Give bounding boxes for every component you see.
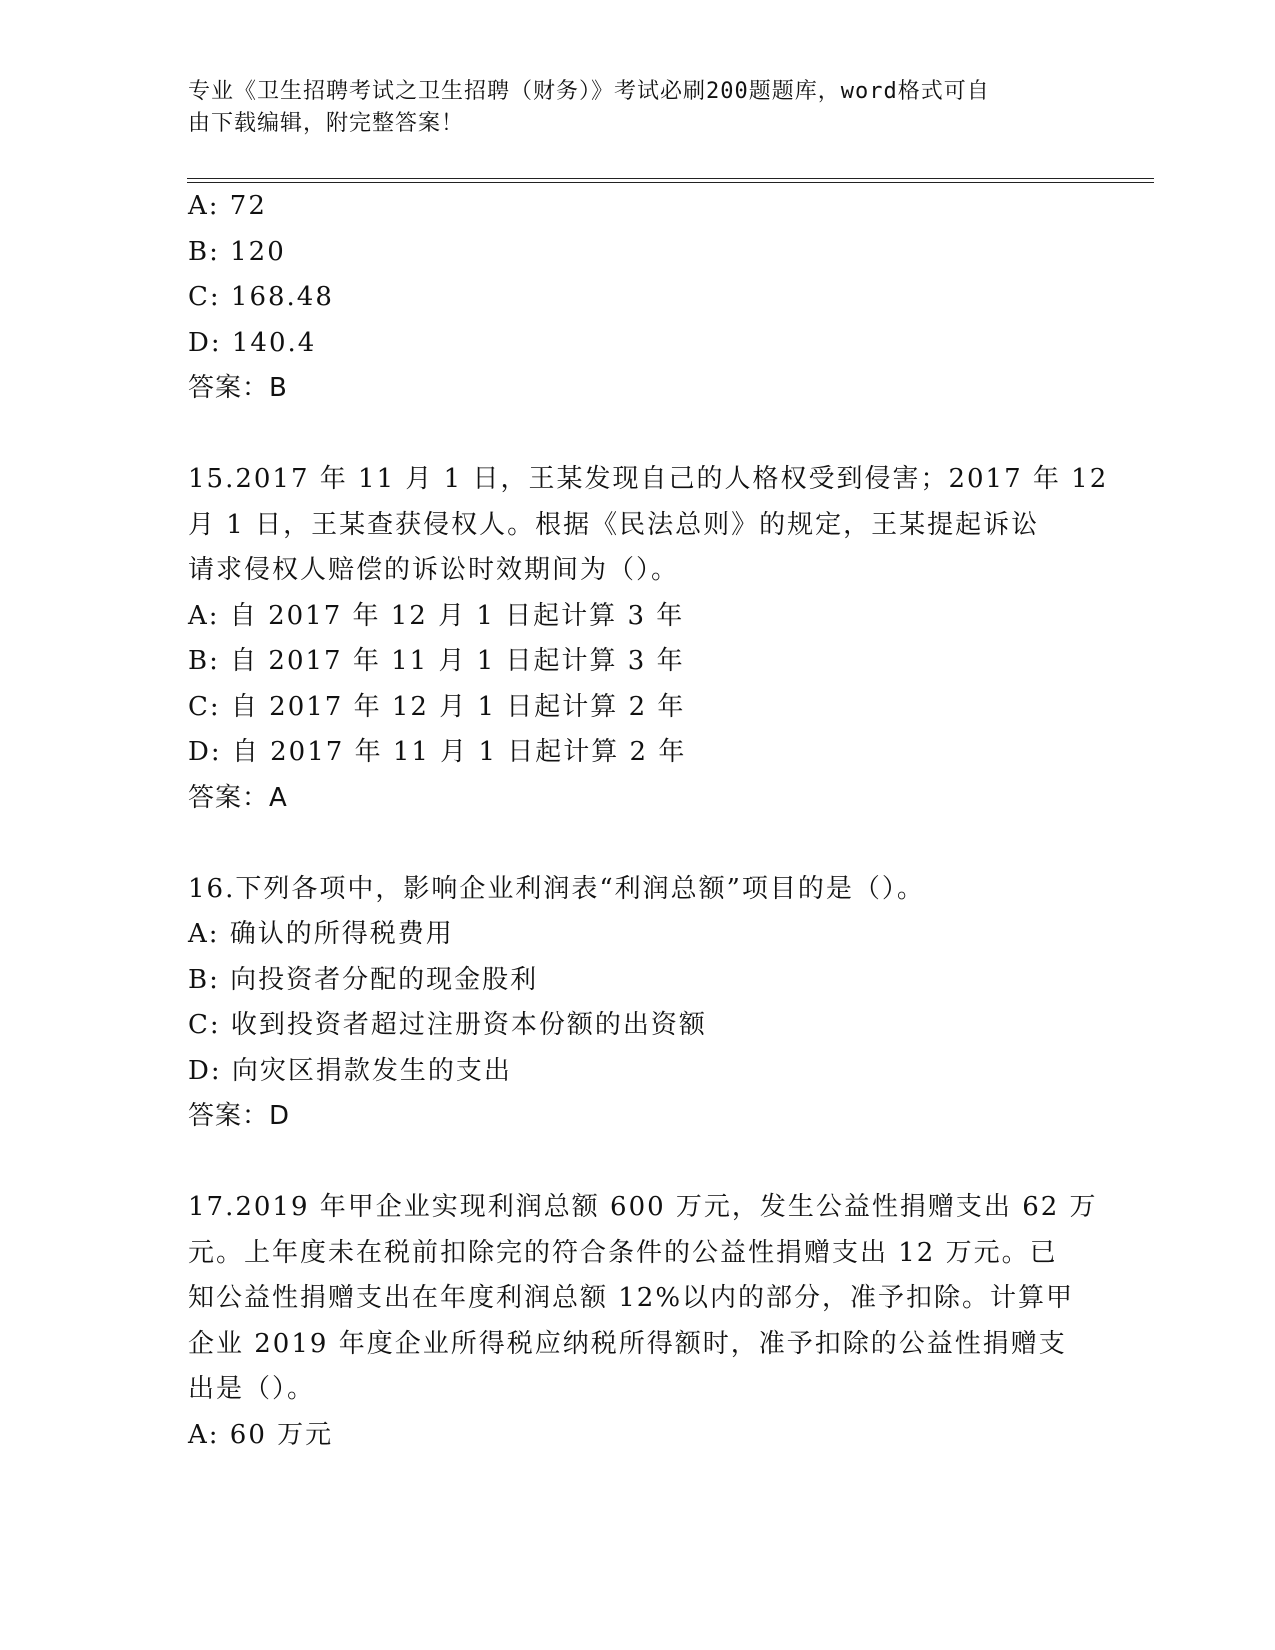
- q15-option-c: C: 自 2017 年 12 月 1 日起计算 2 年: [188, 691, 686, 722]
- q14-option-a: A: 72: [188, 191, 267, 221]
- header-line-2: 由下载编辑，附完整答案！: [188, 111, 465, 136]
- q14-answer: 答案：B: [188, 373, 288, 403]
- q15-option-d: D: 自 2017 年 11 月 1 日起计算 2 年: [188, 737, 687, 767]
- q17-question-line-4: 企业 2019 年度企业所得税应纳税所得额时，准予扣除的公益性捐赠支: [188, 1328, 1067, 1359]
- q15-question-line-2: 月 1 日，王某查获侵权人。根据《民法总则》的规定，王某提起诉讼: [188, 509, 1040, 540]
- q15-answer: 答案：A: [188, 782, 288, 813]
- q17-question-line-3: 知公益性捐赠支出在年度利润总额 12%以内的部分，准予扣除。计算甲: [188, 1283, 1075, 1313]
- q15-question-line-1: 15.2017 年 11 月 1 日，王某发现自己的人格权受到侵害；2017 年 12: [188, 464, 1109, 494]
- q14-option-d: D: 140.4: [188, 327, 317, 358]
- q16-option-a: A: 确认的所得税费用: [188, 919, 454, 949]
- header-divider-top: [187, 178, 1154, 179]
- q14-option-b: B: 120: [188, 236, 286, 267]
- q16-option-d: D: 向灾区捐款发生的支出: [188, 1055, 512, 1086]
- q15-option-b: B: 自 2017 年 11 月 1 日起计算 3 年: [188, 646, 685, 676]
- document-header: [188, 76, 1068, 140]
- q15-option-a: A: 自 2017 年 12 月 1 日起计算 3 年: [188, 600, 685, 631]
- q15-question-line-3: 请求侵权人赔偿的诉讼时效期间为（）。: [188, 555, 680, 585]
- header-line-1: 专业《卫生招聘考试之卫生招聘（财务）》考试必刷200题题库，word格式可自: [188, 79, 990, 104]
- question-14-continued: [188, 184, 1109, 1458]
- q14-option-c: C: 168.48: [188, 282, 334, 312]
- q16-option-c: C: 收到投资者超过注册资本份额的出资额: [188, 1010, 707, 1040]
- q16-option-b: B: 向投资者分配的现金股利: [188, 964, 539, 995]
- q17-question-line-2: 元。上年度未在税前扣除完的符合条件的公益性捐赠支出 12 万元。已: [188, 1237, 1058, 1268]
- header-divider-bottom: [187, 182, 1154, 183]
- q16-question-line-1: 16.下列各项中，影响企业利润表“利润总额”项目的是（）。: [188, 873, 925, 904]
- q17-option-a: A: 60 万元: [188, 1419, 334, 1450]
- q17-question-line-1: 17.2019 年甲企业实现利润总额 600 万元，发生公益性捐赠支出 62 万: [188, 1192, 1098, 1222]
- q17-question-line-5: 出是（）。: [188, 1374, 316, 1404]
- q16-answer: 答案：D: [188, 1101, 291, 1131]
